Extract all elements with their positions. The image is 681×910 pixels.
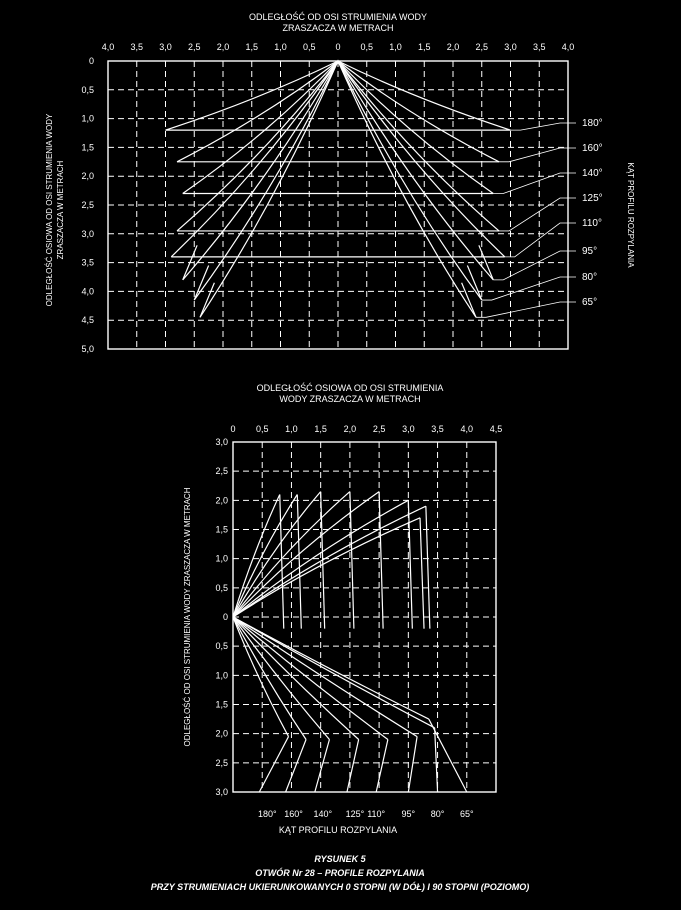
top-series-label-140°: 140° [582,168,603,179]
bottom-series-lower-180° [233,617,289,737]
bottom-series-lower-125° [233,617,359,740]
bottom-y-tick-label: 1,0 [215,670,228,681]
bottom-y-tick-label: 3,0 [215,787,228,797]
top-y-tick-label: 2,0 [81,171,94,182]
bottom-series-upper-140° [233,492,321,617]
bottom-series-vertical-110° [379,492,383,629]
bottom-x-tick-label: 2,5 [372,424,386,434]
top-series-leader-110° [505,223,576,257]
top-series-edge-left-95° [183,245,197,280]
top-x-tick-label: 0 [335,42,341,52]
bottom-series-lower-160° [233,617,306,740]
top-x-tick-label: 0,5 [360,42,374,52]
top-series-curve-110° [171,61,505,257]
top-y-axis-label-line-1: ODLEGŁOŚĆ OSIOWA OD OSI STRUMIENIA WODY [45,113,54,307]
bottom-y-tick-label: 3,0 [215,437,228,447]
bottom-series [233,492,467,792]
top-tick-labels [81,42,574,354]
bottom-y-tick-label: 2,0 [215,728,228,739]
top-series-leader-80° [482,277,576,300]
bottom-x-tick-label: 3,0 [402,424,415,434]
top-y-tick-label: 1,5 [81,142,94,153]
bottom-y-tick-label: 0,5 [215,641,228,652]
bottom-angle-label-65°: 65° [459,809,474,819]
bottom-angle-label-80°: 80° [430,809,445,819]
bottom-series-upper-80° [233,506,426,617]
top-series-leader-180° [511,123,577,130]
top-x-tick-label: 3,5 [130,42,144,52]
bottom-angle-label-125°: 125° [345,809,365,819]
top-series-label-160°: 160° [582,143,603,154]
bottom-x-axis-label: KĄT PROFILU ROZPYLANIA [278,825,398,835]
top-x-tick-label: 1,0 [389,42,402,52]
top-x-tick-label: 2,0 [446,42,460,52]
bottom-series-tail-80° [435,728,438,792]
bottom-chart-title-line-2: WODY ZRASZACZA W METRACH [279,394,421,404]
top-series-label-125°: 125° [582,193,603,204]
bottom-series-upper-125° [233,492,350,617]
top-series-label-95°: 95° [582,246,598,257]
top-chart-title-line-2: ZRASZACZA W METRACH [282,23,394,33]
bottom-series-vertical-140° [321,492,325,629]
top-x-tick-label: 3,5 [532,42,546,52]
bottom-series-upper-65° [233,518,420,617]
bottom-x-tick-label: 1,0 [285,424,298,434]
top-x-tick-label: 1,0 [274,42,287,52]
top-y-tick-label: 4,5 [81,315,94,326]
bottom-series-vertical-180° [280,495,284,629]
bottom-grid [233,442,496,792]
bottom-tick-labels [215,424,502,819]
bottom-series-tail-95° [408,737,417,792]
top-y-axis-label-line-2: ZRASZACZA W METRACH [56,160,65,260]
bottom-x-tick-label: 0 [230,424,236,434]
top-grid [108,61,568,349]
bottom-series-lower-140° [233,617,329,740]
top-series-label-80°: 80° [582,272,598,283]
top-series [166,61,603,317]
bottom-series-vertical-65° [420,518,424,629]
bottom-series-tail-110° [376,740,388,793]
bottom-x-tick-label: 0,5 [255,424,269,434]
bottom-x-tick-label: 4,5 [489,424,503,434]
top-series-edge-left-65° [200,283,214,318]
chart-spray-profiles-vertical [0,0,681,370]
bottom-chart-title-line-1: ODLEGŁOŚĆ OSIOWA OD OSI STRUMIENIA [256,383,444,393]
top-series-curve-65° [200,61,476,317]
bottom-x-tick-label: 1,5 [314,424,327,434]
bottom-y-tick-label: 2,5 [215,466,228,477]
top-x-tick-label: 0,5 [302,42,316,52]
bottom-series-lower-65° [233,617,429,719]
top-x-tick-label: 4,0 [101,42,115,52]
caption-figure-number: RYSUNEK 5 [314,854,366,864]
bottom-angle-label-95°: 95° [401,809,416,819]
bottom-plot-frame [233,442,496,792]
bottom-series-upper-110° [233,492,379,617]
bottom-series-lower-95° [233,617,417,737]
top-series-leader-95° [493,251,576,280]
top-series-leader-65° [476,302,576,317]
bottom-series-upper-160° [233,495,297,618]
top-y-tick-label: 0 [88,56,94,66]
top-series-label-65°: 65° [582,297,598,308]
bottom-x-tick-label: 4,0 [460,424,474,434]
top-x-tick-label: 2,5 [187,42,201,52]
bottom-series-lower-80° [233,617,435,728]
bottom-y-tick-label: 2,5 [215,757,228,768]
bottom-series-vertical-95° [408,500,412,628]
bottom-series-upper-180° [233,495,280,618]
bottom-y-tick-label: 1,5 [215,524,228,535]
bottom-y-tick-label: 1,0 [215,553,228,564]
bottom-angle-label-180°: 180° [257,809,277,819]
top-x-tick-label: 4,0 [561,42,575,52]
top-y-tick-label: 3,0 [81,228,94,239]
top-chart-title-line-1: ODLEGŁOŚĆ OD OSI STRUMIENIA WODY [248,12,428,22]
caption-subtitle: PRZY STRUMIENIACH UKIERUNKOWANYCH 0 STOPNI (W DÓŁ) I 90 STOPNI (POZIOMO) [150,882,530,892]
top-x-tick-label: 1,5 [245,42,259,52]
bottom-y-axis-label: ODLEGŁOŚĆ OD OSI STRUMIENIA WODY ZRASZACZA W METRACH [183,487,192,747]
bottom-series-lower-110° [233,617,388,740]
top-right-axis-label: KĄT PROFILU ROZPYLANIA [626,162,635,268]
bottom-series-tail-160° [286,740,306,793]
bottom-series-tail-65° [429,719,467,792]
top-x-tick-label: 2,5 [475,42,489,52]
bottom-y-tick-label: 1,5 [215,699,228,710]
top-y-tick-label: 3,5 [81,257,94,268]
bottom-angle-label-160°: 160° [284,809,303,819]
top-x-tick-label: 2,0 [216,42,230,52]
caption-title: OTWÓR Nr 28 – PROFILE ROZPYLANIA [255,868,425,878]
top-y-tick-label: 0,5 [81,84,94,95]
bottom-series-vertical-80° [426,506,430,629]
bottom-y-tick-label: 2,0 [215,495,228,506]
bottom-y-tick-label: 0,5 [215,582,228,593]
top-y-tick-label: 5,0 [81,344,94,354]
bottom-angle-label-110°: 110° [367,809,386,819]
top-series-label-180°: 180° [582,118,603,129]
bottom-series-tail-140° [315,740,330,793]
bottom-y-tick-label: 0 [222,612,228,622]
top-series-edge-right-65° [462,283,476,318]
top-y-tick-label: 4,0 [81,286,94,297]
bottom-x-tick-label: 2,0 [343,424,357,434]
top-x-tick-label: 3,0 [159,42,172,52]
top-x-tick-label: 3,0 [504,42,517,52]
top-y-tick-label: 1,0 [81,113,94,124]
top-series-label-110°: 110° [582,218,602,229]
top-y-tick-label: 2,5 [81,200,94,210]
bottom-series-tail-180° [259,737,288,792]
top-x-tick-label: 1,5 [417,42,431,52]
bottom-series-vertical-125° [350,492,354,629]
bottom-series-tail-125° [347,740,359,793]
bottom-angle-label-140°: 140° [313,809,333,819]
bottom-x-tick-label: 3,5 [431,424,444,434]
bottom-series-upper-95° [233,500,408,617]
bottom-series-vertical-160° [297,495,301,629]
